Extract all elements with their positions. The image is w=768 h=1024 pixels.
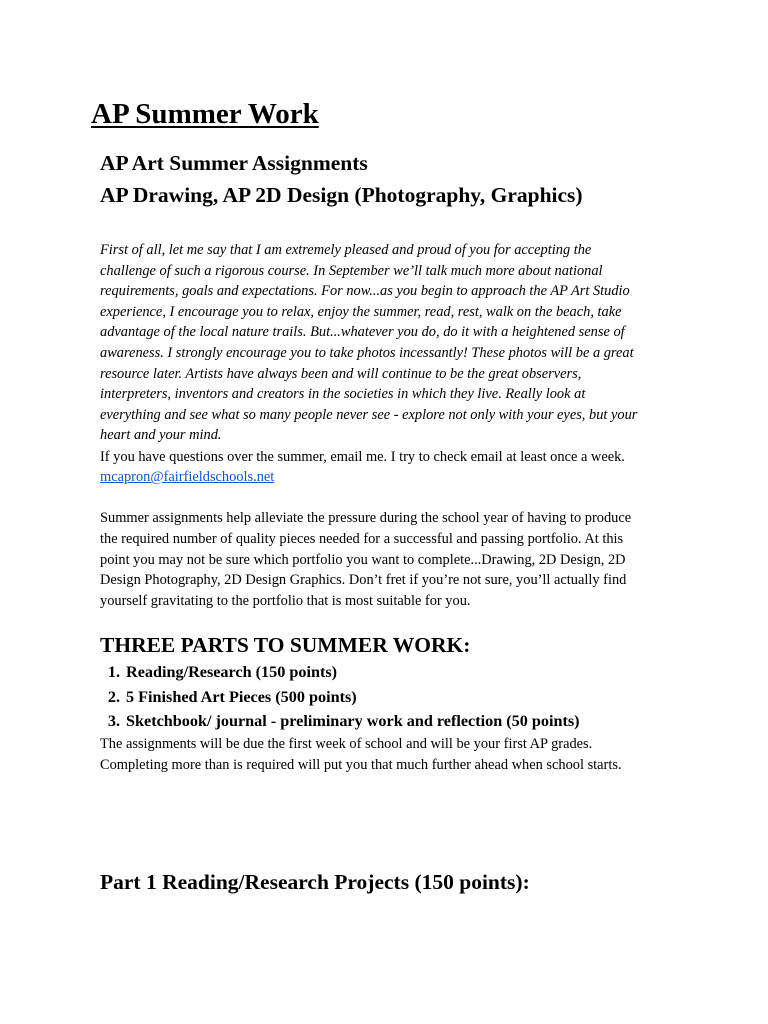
summer-assignments-paragraph [100,508,680,612]
list-number: 3. [107,712,120,730]
list-number: 1. [107,663,120,681]
intro-line: First of all, let me say that I am extremely pleased and proud of you for accepting the [100,242,592,258]
intro-line: advantage of the local nature trails. But...whatever you do, do it with a heightened sense of [100,324,625,341]
list-item [100,660,580,685]
intro-line: experience, I encourage you to relax, enjoy the summer, read, rest, walk on the beach, take [100,303,622,320]
subtitle-courses: AP Drawing, AP 2D Design (Photography, Graphics) [100,183,583,207]
due-paragraph [100,734,622,776]
subtitle-assignments: AP Art Summer Assignments [100,151,368,175]
intro-line: heart and your mind. [100,427,222,444]
paragraph-line: point you may not be sure which portfolio you want to complete...Drawing, 2D Design, 2D [100,551,626,568]
list-item-text: 5 Finished Art Pieces (500 points) [126,687,357,706]
list-item [100,709,580,734]
intro-line: awareness. I strongly encourage you to take photos incessantly! These photos will be a great [100,344,634,361]
document-title: AP Summer Work [91,98,319,130]
part1-heading: Part 1 Reading/Research Projects (150 points): [100,870,530,894]
intro-line: resource later. Artists have always been and will continue to be the great observers, [100,365,582,382]
intro-line: requirements, goals and expectations. For now...as you begin to approach the AP Art Studio [100,283,630,300]
contact-line: If you have questions over the summer, email me. I try to check email at least once a week. [100,449,625,465]
paragraph-line: Design Photography, 2D Design Graphics. Don’t fret if you’re not sure, you’ll actually find [100,572,627,589]
paragraph-line: yourself gravitating to the portfolio that is most suitable for you. [100,593,471,610]
intro-line: interpreters, inventors and creators in the societies in which they live. Really look at [100,386,586,403]
three-parts-heading: THREE PARTS TO SUMMER WORK: [100,633,471,657]
list-number: 2. [107,687,120,706]
paragraph-line: Completing more than is required will put you that much further ahead when school starts. [100,757,622,773]
intro-line: everything and see what so many people never see - explore not only with your eyes, but your [100,406,638,423]
intro-line: challenge of such a rigorous course. In September we’ll talk much more about national [100,262,603,279]
list-item-text: Sketchbook/ journal - preliminary work and reflection (50 points) [126,712,580,730]
paragraph-line: the required number of quality pieces needed for a successful and passing portfolio. At this [100,530,624,547]
paragraph-line: Summer assignments help alleviate the pressure during the school year of having to produce [100,510,632,526]
paragraph-line: The assignments will be due the first week of school and will be your first AP grades. [100,736,593,752]
list-item-text: Reading/Research (150 points) [126,663,338,681]
list-item [100,685,580,710]
intro-paragraph [100,240,680,446]
parts-list [100,660,580,734]
email-link[interactable]: mcapron@fairfieldschools.net [100,469,275,485]
